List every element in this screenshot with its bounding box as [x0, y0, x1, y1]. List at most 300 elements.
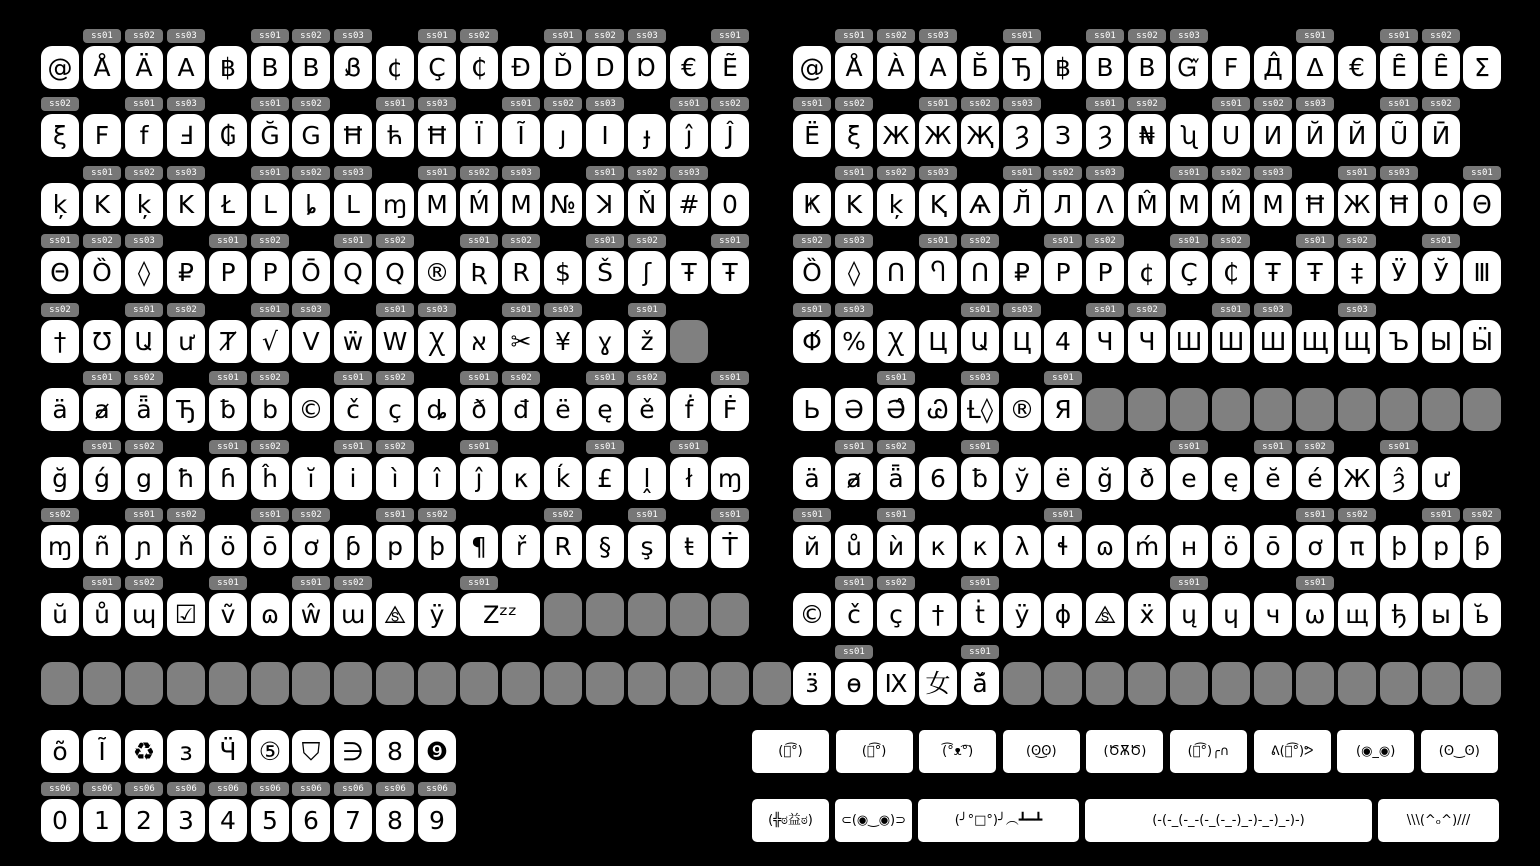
stylistic-set-tag: ss02 — [292, 166, 330, 180]
glyph-tile: ✂ — [502, 320, 540, 363]
glyph-tile: ǟ — [125, 388, 163, 431]
stylistic-set-tag: ss06 — [251, 782, 289, 796]
glyph-tile: Đ — [502, 46, 540, 89]
stylistic-set-tag: ss01 — [835, 29, 873, 43]
glyph-tile: ¢ — [376, 46, 414, 89]
glyph-tile: ǟ — [877, 457, 915, 500]
glyph-tile: ğ — [1086, 457, 1124, 500]
glyph-tile: @ — [793, 46, 831, 89]
glyph-tile: f — [125, 114, 163, 157]
glyph-tile: З — [1044, 114, 1082, 157]
stylistic-set-tag: ss01 — [961, 645, 999, 659]
glyph-tile: ğ — [41, 457, 79, 500]
glyph-tile: Ḿ — [1212, 183, 1250, 226]
glyph-tile: Й — [1296, 114, 1334, 157]
stylistic-set-tag: ss06 — [41, 782, 79, 796]
glyph-tile: # — [670, 183, 708, 226]
glyph-tile: ξ — [41, 114, 79, 157]
glyph-tile: Q — [334, 251, 372, 294]
glyph-tile: Ḿ — [460, 183, 498, 226]
glyph-tile: ы — [1422, 593, 1460, 636]
glyph-tile: 6 — [919, 457, 957, 500]
glyph-tile: Ũ — [1380, 114, 1418, 157]
glyph-tile: D — [586, 46, 624, 89]
empty-glyph-slot — [1380, 662, 1418, 705]
glyph-tile: ơ — [292, 525, 330, 568]
stylistic-set-tag: ss01 — [919, 97, 957, 111]
glyph-tile: © — [793, 593, 831, 636]
glyph-tile: ¶ — [460, 525, 498, 568]
empty-glyph-slot — [586, 662, 624, 705]
empty-glyph-slot — [1296, 662, 1334, 705]
glyph-tile: Ɒ — [628, 46, 666, 89]
glyph-tile: Ᏻ — [1170, 46, 1208, 89]
glyph-tile: Ӣ — [1422, 114, 1460, 157]
stylistic-set-tag: ss02 — [376, 440, 414, 454]
stylistic-set-tag: ss01 — [418, 166, 456, 180]
empty-glyph-slot — [83, 662, 121, 705]
stylistic-set-tag: ss01 — [83, 29, 121, 43]
stylistic-set-tag: ss01 — [1212, 97, 1250, 111]
empty-glyph-slot — [544, 662, 582, 705]
kaomoji-tile: (╯°□°)╯︵┻━┻ — [918, 799, 1079, 842]
glyph-tile: č — [835, 593, 873, 636]
glyph-tile: ʃ — [628, 251, 666, 294]
glyph-tile: ɥ — [1212, 593, 1250, 636]
glyph-tile: ⱥ — [835, 457, 873, 500]
stylistic-set-tag: ss01 — [1044, 508, 1082, 522]
stylistic-set-tag: ss01 — [41, 234, 79, 248]
stylistic-set-tag: ss01 — [209, 234, 247, 248]
glyph-tile: Ĩ — [83, 730, 121, 773]
stylistic-set-tag: ss02 — [877, 166, 915, 180]
empty-glyph-slot — [251, 662, 289, 705]
empty-glyph-slot — [711, 593, 749, 636]
stylistic-set-tag: ss02 — [586, 29, 624, 43]
glyph-tile: к — [919, 525, 957, 568]
glyph-tile: Ḟ — [711, 388, 749, 431]
glyph-tile: þ — [1380, 525, 1418, 568]
stylistic-set-tag: ss01 — [83, 440, 121, 454]
empty-glyph-slot — [1170, 662, 1208, 705]
glyph-tile: @ — [41, 46, 79, 89]
glyph-tile: Ŧ — [670, 251, 708, 294]
glyph-tile: Ⅎ — [167, 114, 205, 157]
empty-glyph-slot — [292, 662, 330, 705]
stylistic-set-tag: ss01 — [460, 576, 498, 590]
stylistic-set-tag: ss02 — [125, 166, 163, 180]
glyph-tile: b — [251, 388, 289, 431]
glyph-tile: ů — [835, 525, 873, 568]
glyph-tile: ћ — [376, 114, 414, 157]
glyph-tile: K — [167, 183, 205, 226]
glyph-tile: M — [502, 183, 540, 226]
stylistic-set-tag: ss01 — [1003, 166, 1041, 180]
stylistic-set-tag: ss02 — [41, 303, 79, 317]
stylistic-set-tag: ss01 — [586, 371, 624, 385]
glyph-tile: Ꭓ — [418, 320, 456, 363]
stylistic-set-tag: ss01 — [1296, 576, 1334, 590]
glyph-tile: M — [418, 183, 456, 226]
glyph-tile: ® — [418, 251, 456, 294]
glyph-tile: ş — [628, 525, 666, 568]
glyph-tile: Ⅲ — [1463, 251, 1501, 294]
glyph-tile: к — [961, 525, 999, 568]
glyph-tile: B — [1128, 46, 1166, 89]
glyph-tile: þ — [418, 525, 456, 568]
empty-glyph-slot — [209, 662, 247, 705]
glyph-tile: Д̂ — [1254, 46, 1292, 89]
glyph-tile: M̂ — [1128, 183, 1166, 226]
stylistic-set-tag: ss01 — [460, 371, 498, 385]
glyph-tile: ì — [376, 457, 414, 500]
glyph-tile: $ — [544, 251, 582, 294]
empty-glyph-slot — [1044, 662, 1082, 705]
glyph-tile: א — [460, 320, 498, 363]
glyph-tile: Ш — [1254, 320, 1292, 363]
kaomoji-tile: \\\(^ₒ^)/// — [1378, 799, 1499, 842]
glyph-tile: † — [41, 320, 79, 363]
stylistic-set-tag: ss01 — [793, 303, 831, 317]
glyph-tile: Ŧ — [1254, 251, 1292, 294]
stylistic-set-tag: ss02 — [1296, 440, 1334, 454]
stylistic-set-tag: ss02 — [41, 508, 79, 522]
glyph-tile: ƀ — [209, 388, 247, 431]
digit-tile: 6 — [292, 799, 330, 842]
glyph-tile: Ђ — [1003, 46, 1041, 89]
stylistic-set-tag: ss01 — [961, 440, 999, 454]
glyph-tile: A — [919, 46, 957, 89]
glyph-tile: ❾ — [418, 730, 456, 773]
glyph-tile: ç — [877, 593, 915, 636]
glyph-tile: 0 — [711, 183, 749, 226]
glyph-tile: ฿ — [1044, 46, 1082, 89]
glyph-tile: Θ — [1463, 183, 1501, 226]
glyph-tile: R — [502, 251, 540, 294]
glyph-tile: e — [1170, 457, 1208, 500]
empty-glyph-slot — [711, 662, 749, 705]
glyph-tile: č — [334, 388, 372, 431]
glyph-tile: Ħ — [418, 114, 456, 157]
stylistic-set-tag: ss02 — [793, 234, 831, 248]
empty-glyph-slot — [1170, 388, 1208, 431]
glyph-tile: Ꮚ — [919, 388, 957, 431]
stylistic-set-tag: ss01 — [586, 234, 624, 248]
empty-glyph-slot — [1086, 662, 1124, 705]
glyph-tile: ɯ — [334, 593, 372, 636]
stylistic-set-tag: ss01 — [418, 29, 456, 43]
glyph-tile: ȷ — [544, 114, 582, 157]
glyph-tile: L — [251, 183, 289, 226]
empty-glyph-slot — [1338, 662, 1376, 705]
glyph-tile: K — [83, 183, 121, 226]
stylistic-set-tag: ss01 — [125, 97, 163, 111]
glyph-tile: M — [1170, 183, 1208, 226]
glyph-tile: † — [919, 593, 957, 636]
stylistic-set-tag: ss01 — [251, 166, 289, 180]
glyph-tile: Ȇ — [1380, 46, 1418, 89]
glyph-tile: ķ — [41, 183, 79, 226]
empty-glyph-slot — [628, 662, 666, 705]
glyph-tile: ฿ — [209, 46, 247, 89]
glyph-tile: ð — [1128, 457, 1166, 500]
stylistic-set-tag: ss01 — [83, 166, 121, 180]
glyph-tile: Ħ — [1296, 183, 1334, 226]
stylistic-set-tag: ss01 — [1044, 371, 1082, 385]
stylistic-set-tag: ss01 — [1380, 29, 1418, 43]
glyph-tile: Щ — [1296, 320, 1334, 363]
digit-tile: 2 — [125, 799, 163, 842]
glyph-tile: Й — [1338, 114, 1376, 157]
empty-glyph-slot — [753, 662, 791, 705]
glyph-tile: p — [1422, 525, 1460, 568]
stylistic-set-tag: ss06 — [418, 782, 456, 796]
stylistic-set-tag: ss02 — [961, 97, 999, 111]
stylistic-set-tag: ss02 — [877, 576, 915, 590]
empty-glyph-slot — [460, 662, 498, 705]
glyph-tile: Л — [1044, 183, 1082, 226]
glyph-tile: ĵ — [460, 457, 498, 500]
glyph-tile: Ƚ◊ — [961, 388, 999, 431]
glyph-tile: ę — [586, 388, 624, 431]
glyph-tile: W — [376, 320, 414, 363]
glyph-tile: ⛉ — [292, 730, 330, 773]
stylistic-set-tag: ss01 — [1086, 97, 1124, 111]
kaomoji-tile: (͡°ᴥ͡°) — [919, 730, 996, 773]
stylistic-set-tag: ss01 — [1422, 234, 1460, 248]
glyph-tile: ɱ — [376, 183, 414, 226]
glyph-tile: 4 — [1044, 320, 1082, 363]
stylistic-set-tag: ss03 — [1254, 303, 1292, 317]
glyph-tile: © — [292, 388, 330, 431]
stylistic-set-tag: ss01 — [1170, 440, 1208, 454]
stylistic-set-tag: ss01 — [711, 371, 749, 385]
glyph-tile: é — [1296, 457, 1334, 500]
stylistic-set-tag: ss02 — [41, 97, 79, 111]
glyph-tile: € — [1338, 46, 1376, 89]
empty-glyph-slot — [502, 662, 540, 705]
glyph-tile: ŧ — [670, 525, 708, 568]
stylistic-set-tag: ss01 — [292, 576, 330, 590]
glyph-tile: ä — [793, 457, 831, 500]
glyph-tile: ð — [460, 388, 498, 431]
glyph-tile: ь̆ — [1463, 593, 1501, 636]
stylistic-set-tag: ss03 — [167, 166, 205, 180]
stylistic-set-tag: ss01 — [502, 97, 540, 111]
glyph-tile: ξ — [835, 114, 873, 157]
stylistic-set-tag: ss01 — [919, 234, 957, 248]
kaomoji-tile: (ԾѪԾ) — [1086, 730, 1163, 773]
glyph-tile: Σ — [1463, 46, 1501, 89]
stylistic-set-tag: ss01 — [1086, 29, 1124, 43]
empty-glyph-slot — [41, 662, 79, 705]
glyph-tile: ₵ — [460, 46, 498, 89]
glyph-tile: ₦ — [1128, 114, 1166, 157]
empty-glyph-slot — [670, 593, 708, 636]
empty-glyph-slot — [1380, 388, 1418, 431]
glyph-tile: ł — [670, 457, 708, 500]
glyph-tile: ɜ — [167, 730, 205, 773]
glyph-tile: § — [586, 525, 624, 568]
digit-tile: 4 — [209, 799, 247, 842]
glyph-tile: ư — [167, 320, 205, 363]
glyph-tile: î — [418, 457, 456, 500]
glyph-tile: π — [1338, 525, 1376, 568]
glyph-tile: Ȍ — [793, 251, 831, 294]
empty-glyph-slot — [628, 593, 666, 636]
stylistic-set-tag: ss02 — [1463, 508, 1501, 522]
stylistic-set-tag: ss02 — [1338, 508, 1376, 522]
kaomoji-tile: (ツ͡°) — [752, 730, 829, 773]
glyph-tile: ꓘ — [586, 183, 624, 226]
glyph-tile: Ȇ — [1422, 46, 1460, 89]
kaomoji-tile: (ʘ‿ʘ) — [1421, 730, 1498, 773]
glyph-tile: Ŧ — [711, 251, 749, 294]
empty-glyph-slot — [1463, 388, 1501, 431]
glyph-tile: Щ — [1338, 320, 1376, 363]
stylistic-set-tag: ss01 — [628, 508, 666, 522]
empty-glyph-slot — [1463, 662, 1501, 705]
stylistic-set-tag: ss02 — [167, 508, 205, 522]
stylistic-set-tag: ss01 — [1044, 234, 1082, 248]
glyph-tile: ů — [83, 593, 121, 636]
stylistic-set-tag: ss01 — [1422, 508, 1460, 522]
glyph-tile: ħ — [167, 457, 205, 500]
glyph-tile: ў — [1003, 457, 1041, 500]
kaomoji-tile: ⊂(◉‿◉)⊃ — [835, 799, 912, 842]
stylistic-set-tag: ss01 — [334, 440, 372, 454]
stylistic-set-tag: ss01 — [670, 440, 708, 454]
empty-glyph-slot — [334, 662, 372, 705]
glyph-tile: ơ — [1296, 525, 1334, 568]
stylistic-set-tag: ss01 — [376, 97, 414, 111]
empty-glyph-slot — [1422, 662, 1460, 705]
glyph-tile: g — [125, 457, 163, 500]
stylistic-set-tag: ss02 — [251, 440, 289, 454]
glyph-tile: ₵ — [1212, 251, 1250, 294]
glyph-tile: ⧌ — [376, 593, 414, 636]
glyph-tile: ë — [544, 388, 582, 431]
stylistic-set-tag: ss03 — [628, 29, 666, 43]
glyph-tile: Ⅸ — [877, 662, 915, 705]
stylistic-set-tag: ss03 — [1380, 166, 1418, 180]
glyph-tile: Ä — [125, 46, 163, 89]
glyph-tile: ẍ — [1128, 593, 1166, 636]
glyph-tile: κ — [502, 457, 540, 500]
stylistic-set-tag: ss01 — [334, 371, 372, 385]
glyph-tile: Ğ — [251, 114, 289, 157]
stylistic-set-tag: ss02 — [460, 29, 498, 43]
glyph-tile: đ — [502, 388, 540, 431]
empty-glyph-slot — [586, 593, 624, 636]
stylistic-set-tag: ss01 — [877, 371, 915, 385]
glyph-tile: Б̆ — [961, 46, 999, 89]
glyph-tile: B — [251, 46, 289, 89]
stylistic-set-tag: ss02 — [292, 29, 330, 43]
glyph-tile: ň — [167, 525, 205, 568]
glyph-tile: ω — [1296, 593, 1334, 636]
empty-glyph-slot — [1128, 388, 1166, 431]
glyph-tile: ɟ — [628, 114, 666, 157]
stylistic-set-tag: ss03 — [125, 234, 163, 248]
stylistic-set-tag: ss02 — [1338, 234, 1376, 248]
kaomoji-tile: (╬ಠ益ಠ) — [752, 799, 829, 842]
glyph-tile: Ђ — [167, 388, 205, 431]
glyph-tile: ¥ — [544, 320, 582, 363]
glyph-tile: Ꭓ — [877, 320, 915, 363]
stylistic-set-tag: ss03 — [334, 29, 372, 43]
glyph-tile: Zᶻᶻ — [460, 593, 540, 636]
glyph-tile: Ա — [961, 320, 999, 363]
stylistic-set-tag: ss02 — [334, 576, 372, 590]
glyph-tile: ř — [502, 525, 540, 568]
stylistic-set-tag: ss02 — [877, 440, 915, 454]
glyph-tile: Ł — [209, 183, 247, 226]
stylistic-set-tag: ss03 — [919, 166, 957, 180]
glyph-tile: ⱥ — [83, 388, 121, 431]
empty-glyph-slot — [670, 320, 708, 363]
glyph-tile: 8 — [376, 730, 414, 773]
stylistic-set-tag: ss01 — [1254, 440, 1292, 454]
glyph-tile: ɦ — [209, 457, 247, 500]
stylistic-set-tag: ss06 — [292, 782, 330, 796]
glyph-tile: ɰ — [125, 593, 163, 636]
stylistic-set-tag: ss03 — [835, 234, 873, 248]
stylistic-set-tag: ss02 — [292, 97, 330, 111]
glyph-tile: R — [544, 525, 582, 568]
glyph-tile: Ӵ — [209, 730, 247, 773]
glyph-tile: V — [292, 320, 330, 363]
glyph-tile: ķ — [877, 183, 915, 226]
glyph-tile: Å — [83, 46, 121, 89]
glyph-tile: ѝ — [877, 525, 915, 568]
glyph-tile: ƀ — [961, 457, 999, 500]
glyph-tile: ẅ — [334, 320, 372, 363]
glyph-tile: ḽ — [628, 457, 666, 500]
glyph-tile: Ы — [1422, 320, 1460, 363]
stylistic-set-tag: ss02 — [125, 29, 163, 43]
empty-glyph-slot — [167, 662, 205, 705]
glyph-tile: 0 — [1422, 183, 1460, 226]
glyph-tile: Ħ — [334, 114, 372, 157]
empty-glyph-slot — [418, 662, 456, 705]
glyph-tile: ÿ — [1003, 593, 1041, 636]
glyph-tile: ž — [628, 320, 666, 363]
stylistic-set-tag: ss03 — [1254, 166, 1292, 180]
glyph-tile: I — [586, 114, 624, 157]
glyph-tile: Ȝ — [1003, 114, 1041, 157]
glyph-tile: ⧌ — [1086, 593, 1124, 636]
stylistic-set-tag: ss02 — [83, 234, 121, 248]
glyph-tile: й — [793, 525, 831, 568]
stylistic-set-tag: ss01 — [209, 371, 247, 385]
stylistic-set-tag: ss02 — [167, 303, 205, 317]
empty-glyph-slot — [544, 593, 582, 636]
glyph-tile: ɸ — [1044, 593, 1082, 636]
stylistic-set-tag: ss03 — [1003, 303, 1041, 317]
stylistic-set-tag: ss02 — [961, 234, 999, 248]
glyph-tile: Ⴄ — [919, 251, 957, 294]
glyph-tile: Ȍ — [83, 251, 121, 294]
glyph-tile: ɱ — [41, 525, 79, 568]
stylistic-set-tag: ss02 — [1422, 29, 1460, 43]
stylistic-set-tag: ss03 — [835, 303, 873, 317]
stylistic-set-tag: ss03 — [334, 166, 372, 180]
stylistic-set-tag: ss06 — [209, 782, 247, 796]
stylistic-set-tag: ss02 — [1212, 234, 1250, 248]
stylistic-set-tag: ss02 — [1128, 303, 1166, 317]
glyph-tile: Ҝ — [793, 183, 831, 226]
